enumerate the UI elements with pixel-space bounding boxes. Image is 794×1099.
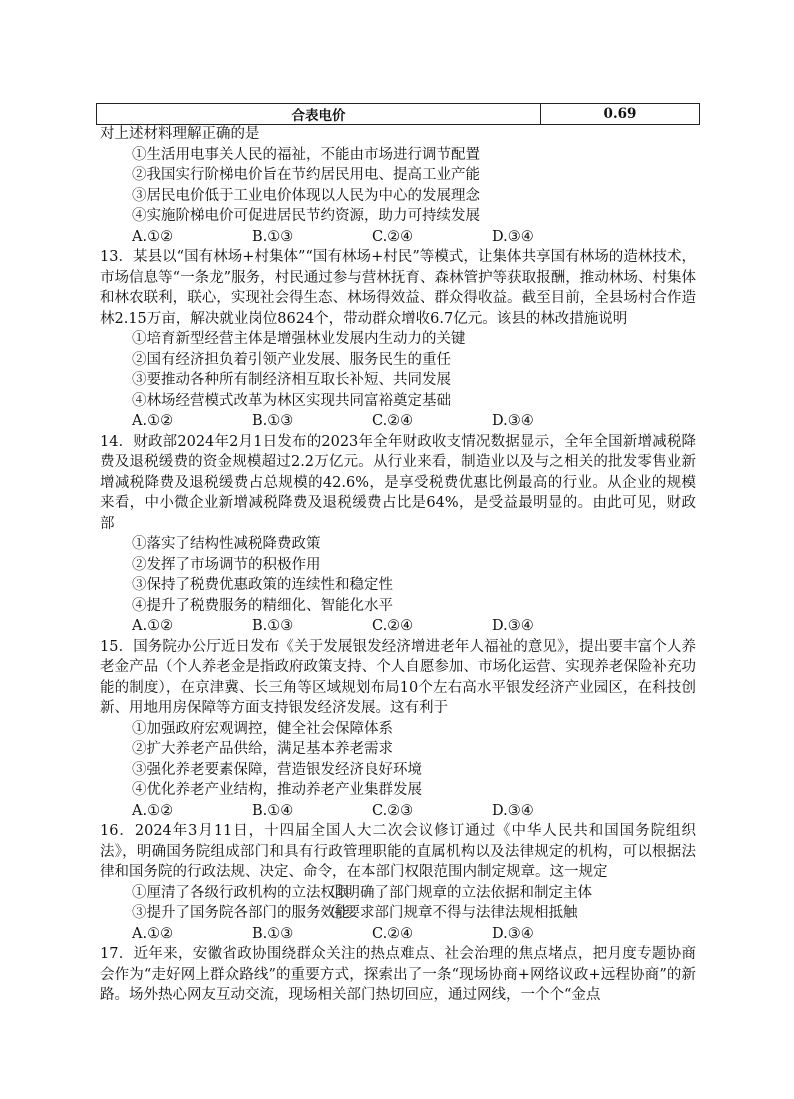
statement: ④要求部门规章不得与法律法规相抵触: [331, 905, 578, 921]
statement: ③要推动各种所有制经济相互取长补短、共同发展: [132, 372, 451, 388]
statement: ①落实了结构性减税降费政策: [132, 536, 321, 552]
statement: ③提升了国务院各部门的服务效能: [132, 905, 350, 921]
option-b[interactable]: B.①③: [252, 925, 294, 942]
statement-pair: [100, 883, 696, 904]
statement: ③居民电价低于工业电价体现以人民为中心的发展理念: [132, 187, 480, 204]
question-12-lead: 对上述材料理解正确的是: [100, 126, 260, 142]
table-row: [97, 104, 700, 125]
option-d[interactable]: D.③④: [492, 228, 534, 245]
option-a[interactable]: A.①②: [132, 413, 174, 429]
statement: ②国有经济担负着引领产业发展、服务民生的重任: [132, 351, 451, 368]
option-b[interactable]: B.①④: [252, 802, 294, 819]
statement: ②发挥了市场调节的积极作用: [132, 556, 321, 573]
option-a[interactable]: A.①②: [132, 618, 174, 634]
question-14-stem: 14．财政部2024年2月1日发布的2023年全年财政收支情况数据显示，全年全国新增减税降费及退税缓费的资金规模超过2.2万亿元。从行业来看，制造业以及与之相关的批发零售业新增减税降费及退税缓费占总规模的42.6%，是享受税费优惠比例最高的行业。从企业的规模来看，中小微企业新增减税降费及退税缓费占比是64%，是受益最明显的。由此可见，财政部: [100, 433, 696, 532]
option-c[interactable]: C.②④: [372, 413, 414, 429]
option-a[interactable]: A.①②: [132, 925, 174, 942]
statement: ②明确了部门规章的立法依据和制定主体: [331, 884, 592, 901]
option-d[interactable]: D.③④: [492, 618, 534, 634]
statement: ①培育新型经营主体是增强林业发展内生动力的关键: [132, 331, 466, 347]
price-table: [96, 103, 700, 125]
statement: ②我国实行阶梯电价旨在节约居民用电、提高工业产能: [132, 167, 480, 183]
answer-options: [100, 411, 696, 432]
option-c[interactable]: C.②③: [372, 802, 414, 819]
option-c[interactable]: C.②④: [372, 228, 414, 245]
option-c[interactable]: C.②④: [372, 618, 414, 634]
question-content: [100, 124, 696, 1006]
question-16: [100, 821, 696, 944]
question-14: [100, 432, 696, 637]
statement-pair: [100, 903, 696, 924]
option-d[interactable]: D.③④: [492, 413, 534, 429]
table-cell-value: 0.69: [541, 104, 700, 125]
statement: ③强化养老要素保障，营造银发经济良好环境: [132, 761, 422, 778]
statement: ①厘清了各级行政机构的立法权限: [132, 884, 350, 901]
question-16-stem: 16．2024年3月11日，十四届全国人大二次会议修订通过《中华人民共和国国务院组织法》，明确国务院组成部门和具有行政管理职能的直属机构以及法律规定的机构，可以根据法律和国务院的行政法规、决定、命令，在本部门权限范围内制定规章。这一规定: [100, 823, 696, 880]
statement: ③保持了税费优惠政策的连续性和稳定性: [132, 577, 393, 593]
question-17: [100, 944, 696, 1006]
option-b[interactable]: B.①③: [252, 413, 294, 429]
question-15-stem: 15．国务院办公厅近日发布《关于发展银发经济增进老年人福祉的意见》，提出要丰富个人养老金产品（个人养老金是指政府政策支持、个人自愿参加、市场化运营、实现养老保险补充功能的制度），在京津冀、长三角等区域规划布局10个左右高水平银发经济产业园区，在科技创新、用地用房保障等方面支持银发经济发展。这有利于: [100, 638, 696, 716]
answer-options: [100, 801, 696, 822]
option-b[interactable]: B.①③: [252, 618, 294, 634]
option-a[interactable]: A.①②: [132, 802, 174, 819]
statement: ②扩大养老产品供给，满足基本养老需求: [132, 741, 393, 757]
statement: ①加强政府宏观调控，健全社会保障体系: [132, 720, 393, 737]
question-12: [100, 124, 696, 247]
statement: ①生活用电事关人民的福祉，不能由市场进行调节配置: [132, 146, 480, 163]
question-15: [100, 637, 696, 822]
option-d[interactable]: D.③④: [492, 802, 534, 819]
table-cell-label: 合表电价: [97, 104, 541, 125]
statement: ④实施阶梯电价可促进居民节约资源，助力可持续发展: [132, 208, 480, 224]
question-17-stem: 17．近年来，安徽省政协围绕群众关注的热点难点、社会治理的焦点堵点，把月度专题协商会作为“走好网上群众路线”的重要方式，探索出了一条“现场协商+网络议政+远程协商”的新路。场外热心网友互动交流，现场相关部门热切回应，通过网线，一个个“金点: [100, 946, 696, 1003]
option-d[interactable]: D.③④: [492, 925, 534, 942]
statement: ④优化养老产业结构，推动养老产业集群发展: [132, 782, 422, 798]
answer-options: [100, 924, 696, 945]
statement: ④提升了税费服务的精细化、智能化水平: [132, 597, 393, 614]
statement: ④林场经营模式改革为林区实现共同富裕奠定基础: [132, 392, 451, 409]
option-c[interactable]: C.②④: [372, 925, 414, 942]
question-13-stem: 13．某县以“国有林场+村集体”“国有林场+村民”等模式，让集体共享国有林场的造林技术，市场信息等“一条龙”服务，村民通过参与营林抚育、森林管护等获取报酬，推动林场、村集体和林农联利，联心，实现社会得生态、林场得效益、群众得收益。截至目前，全县场村合作造林2.15万亩，解决就业岗位8624个，带动群众增收6.7亿元。该县的林改措施说明: [100, 249, 696, 327]
option-b[interactable]: B.①③: [252, 228, 294, 245]
question-13: [100, 247, 696, 432]
answer-options: [100, 227, 696, 248]
option-a[interactable]: A.①②: [132, 228, 174, 245]
answer-options: [100, 616, 696, 637]
